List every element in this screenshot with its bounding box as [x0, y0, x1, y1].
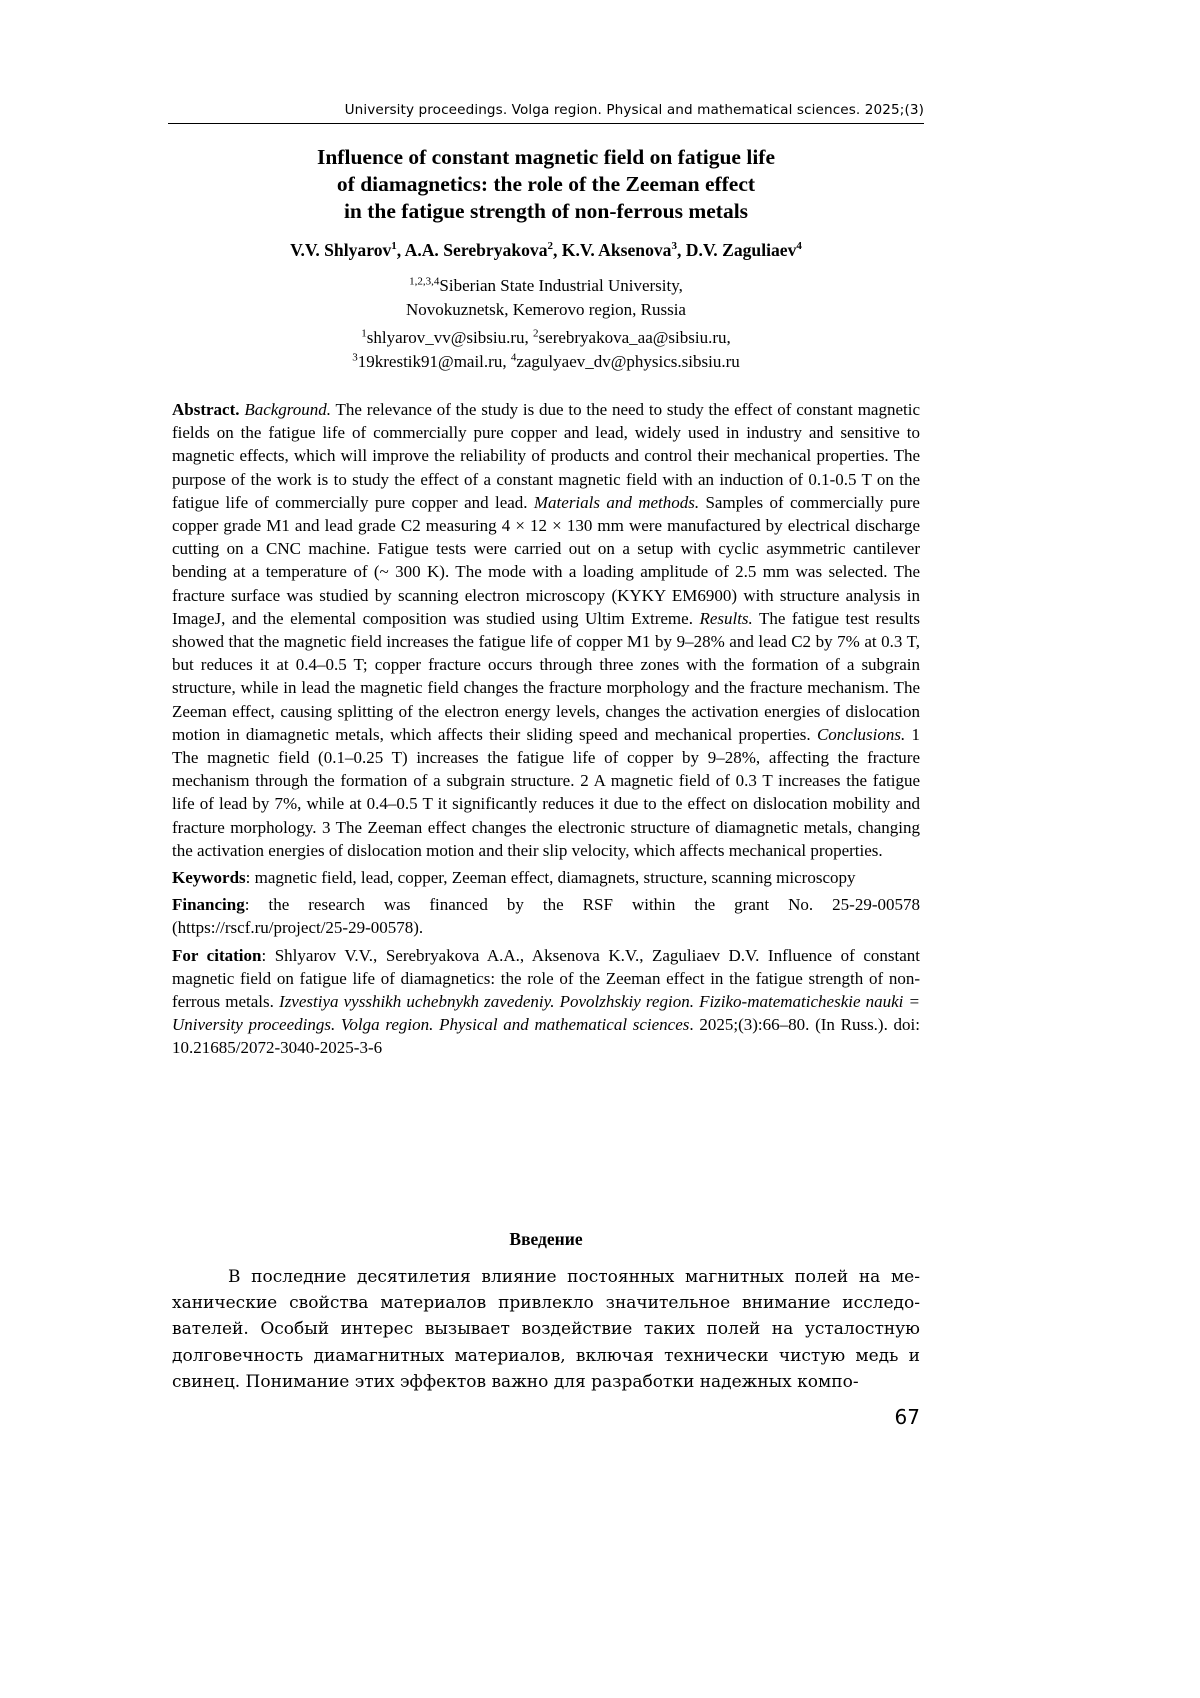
email-link[interactable]: zagulyaev_dv@physics.sibsiu.ru — [516, 351, 740, 371]
author-affil-mark: 1 — [391, 240, 397, 253]
results-text: The fatigue test results showed that the magnetic field increases the fatigue life of copper M1 by 9–28% and lead C2 by 7% at 0.3 T, but reduces it at 0.4–0.5 T; copper fracture occurs through three zones with the formation of a subgrain structure, while in lead the magnetic field changes the fracture morphology and the fracture mechanism. The Zeeman effect, causing splitting of the electron energy levels, changes the activation energies of dislocation motion in diamagnetic metals, which affects their sliding speed and mechanical properties. — [172, 608, 921, 744]
author-separator: , — [553, 240, 562, 260]
author-name: V.V. Shlyarov — [290, 240, 392, 260]
citation-label: For citation — [172, 945, 262, 965]
citation-paragraph — [172, 944, 920, 1060]
citation-details: . 2025;(3):66–80. (In Russ.). doi: 10.21685/2072-3040-2025-3-6 — [172, 1015, 920, 1058]
methods-text: Samples of commercially pure copper grade M1 and lead grade C2 measuring 4 × 12 × 130 mm were manufactured by electrical discharge cutting on a CNC machine. Fatigue tests were carried out on a setup with cyclic asymmetric cantilever bending at a temperature of (~ 300 K). The mode with a loading amplitude of 2.5 mm was selected. The fracture surface was studied by scanning electron microscopy (KYKY EM6900) with structure analysis in ImageJ, and the elemental composition was studied using Ultim Extreme. — [172, 492, 920, 628]
author-name: K.V. Aksenova — [561, 240, 672, 260]
affiliation-mark: 1,2,3,4 — [409, 275, 440, 288]
email-link[interactable]: serebryakova_aa@sibsiu.ru, — [538, 328, 731, 347]
affiliation — [168, 274, 924, 321]
results-label: Results. — [699, 608, 753, 628]
email-mark: 2 — [533, 327, 539, 340]
email-link[interactable]: 19krestik91@mail.ru, — [357, 351, 511, 371]
keywords-label: Keywords — [172, 868, 246, 888]
financing-label: Financing — [172, 895, 245, 915]
author-emails — [168, 326, 924, 373]
keywords-text: : magnetic field, lead, copper, Zeeman effect, diamagnets, structure, scanning microscopy — [245, 868, 856, 888]
email-mark: 4 — [510, 350, 517, 363]
conclusions-label: Conclusions. — [816, 724, 906, 744]
author-separator: , — [396, 240, 405, 260]
email-mark: 1 — [361, 327, 367, 340]
author-list — [168, 240, 924, 261]
author-separator: , — [676, 240, 686, 260]
abstract-label: Abstract. — [172, 400, 240, 419]
email-link[interactable]: shlyarov_vv@sibsiu.ru, — [366, 328, 534, 347]
citation-text: : Shlyarov V.V., Serebryakova A.A., Aksenova K.V., Zaguliaev D.V. Influence of constant magnetic field on fatigue life of diamagnetics: the role of the Zeeman effect in the fatigue strength of non-ferrous metals. — [172, 945, 920, 1012]
background-label: Background. — [244, 400, 332, 419]
title-line: Influence of constant magnetic field on fatigue life — [316, 145, 776, 169]
author-name: D.V. Zaguliaev — [685, 240, 797, 260]
conclusions-text: 1 The magnetic field (0.1–0.25 T) increases the fatigue life of copper by 9–28%, affecting the fracture mechanism through the formation of a subgrain structure. 2 A magnetic field of 0.3 T increases the fatigue life of lead by 7%, while at 0.4–0.5 T it significantly reduces it due to the effect on dislocation mobility and fracture morphology. 3 The Zeeman effect changes the electronic structure of diamagnetic metals, changing the activation energies of dislocation motion and their slip velocity, which affects mechanical properties. — [172, 724, 920, 860]
author-affil-mark: 2 — [547, 240, 553, 253]
financing-text: : the research was financed by the RSF within the grant No. 25-29-00578 (https://rscf.ru/project/25-29-00578). — [172, 895, 920, 938]
author-name: A.A. Serebryakova — [404, 240, 548, 260]
title-line: in the fatigue strength of non-ferrous metals — [343, 199, 749, 223]
author-affil-mark: 4 — [796, 240, 802, 253]
abstract-paragraph — [172, 398, 920, 862]
page-number: 67 — [894, 1405, 920, 1429]
background-text: The relevance of the study is due to the need to study the effect of constant magnetic fields on the fatigue life of commercially pure copper and lead, widely used in industry and sensitive to magnetic effects, which will improve the reliability of products and control their mechanical properties. The purpose of the work is to study the effect of a constant magnetic field with an induction of 0.1-0.5 T on the fatigue life of commercially pure copper and lead. — [172, 400, 921, 512]
abstract-block — [172, 398, 920, 1064]
keywords-paragraph — [172, 866, 920, 889]
affiliation-line: Novokuznetsk, Kemerovo region, Russia — [406, 299, 686, 319]
title-line: of diamagnetics: the role of the Zeeman effect — [336, 172, 756, 196]
email-mark: 3 — [352, 350, 358, 363]
section-heading: Введение — [509, 1229, 583, 1249]
running-head: University proceedings. Volga region. Physical and mathematical sciences. 2025;(3) — [168, 102, 924, 124]
financing-paragraph — [172, 893, 920, 939]
author-affil-mark: 3 — [671, 240, 677, 253]
citation-journal: Izvestiya vysshikh uchebnykh zavedeniy. Povolzhskiy region. Fiziko-matematicheskie nauki = University proceedings. Volga region. Physical and mathematical sciences — [172, 992, 920, 1035]
intro-paragraph: В последние десятилетия влияние постоянных магнитных полей на механические свойства материалов привлекло значительное внимание исследователей. Особый интерес вызывает воздействие таких полей на усталостную долговечность диамагнитных материалов, включая технически чистую медь и свинец. Понимание этих эффектов важно для разработки надежных компо- — [172, 1267, 920, 1392]
methods-label: Materials and methods. — [533, 492, 700, 512]
article-title — [168, 144, 924, 225]
affiliation-line: Siberian State Industrial University, — [439, 276, 683, 295]
